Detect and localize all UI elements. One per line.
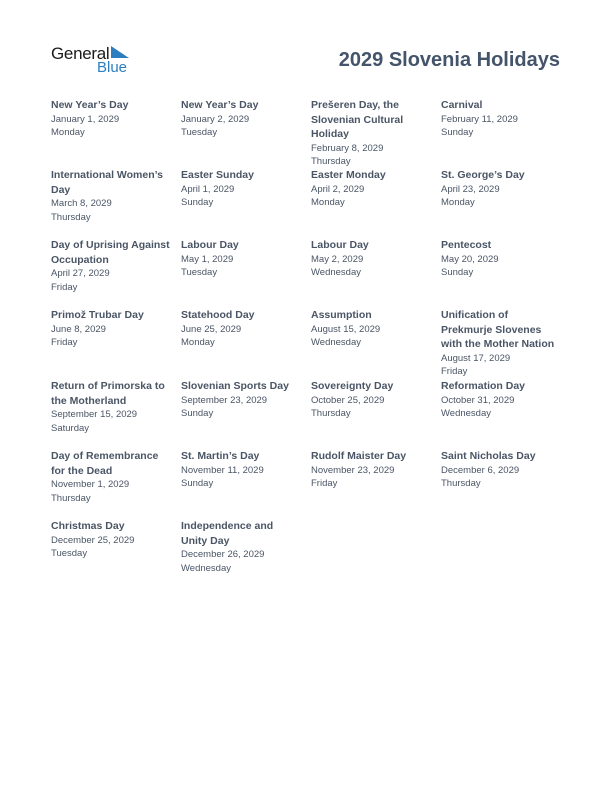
- holiday-item: [311, 98, 431, 169]
- holiday-weekday: Thursday: [311, 408, 351, 420]
- holiday-name: St. Martin’s Day: [181, 450, 260, 462]
- holiday-date: April 27, 2029: [51, 268, 110, 279]
- holiday-date: November 23, 2029: [311, 464, 395, 476]
- holiday-date: November 11, 2029: [181, 464, 264, 476]
- holiday-item: [441, 308, 561, 379]
- holiday-weekday: Saturday: [51, 422, 90, 434]
- holiday-item: [311, 238, 431, 280]
- holiday-date: August 15, 2029: [311, 323, 381, 335]
- holiday-name: Easter Monday: [311, 169, 386, 181]
- holiday-weekday: Tuesday: [181, 267, 218, 279]
- holiday-item: [51, 98, 171, 140]
- holiday-name: Slovenian Sports Day: [181, 380, 289, 392]
- holiday-weekday: Friday: [51, 337, 78, 349]
- holiday-item: [181, 308, 301, 350]
- holiday-item: [51, 308, 171, 350]
- holiday-weekday: Sunday: [441, 267, 474, 279]
- holiday-name: Labour Day: [181, 239, 239, 251]
- holiday-date: April 23, 2029: [441, 183, 500, 195]
- holiday-date: May 20, 2029: [441, 253, 499, 265]
- holiday-weekday: Wednesday: [311, 267, 361, 279]
- holiday-item: [181, 379, 301, 421]
- holiday-name: Assumption: [311, 309, 372, 321]
- holiday-date: August 17, 2029: [441, 352, 511, 364]
- holiday-date: February 11, 2029: [441, 113, 518, 125]
- holiday-name: Easter Sunday: [181, 169, 254, 181]
- holiday-name: Saint Nicholas Day: [441, 450, 536, 462]
- logo-flag-icon: [111, 46, 129, 58]
- holiday-date: May 2, 2029: [311, 253, 364, 265]
- logo-general-text: General: [51, 44, 110, 63]
- holiday-date: June 25, 2029: [181, 323, 242, 335]
- holiday-date: January 1, 2029: [51, 113, 120, 125]
- holiday-weekday: Sunday: [181, 408, 214, 420]
- holiday-weekday: Sunday: [181, 197, 214, 209]
- holiday-name: Carnival: [441, 99, 483, 111]
- holiday-date: February 8, 2029: [311, 142, 384, 154]
- holiday-item: [441, 168, 561, 210]
- holiday-weekday: Sunday: [441, 127, 474, 139]
- holiday-weekday: Wednesday: [311, 337, 361, 349]
- holiday-weekday: Monday: [311, 197, 345, 209]
- holiday-item: [181, 449, 301, 491]
- holiday-weekday: Monday: [181, 337, 215, 349]
- holiday-weekday: Sunday: [181, 478, 214, 490]
- holiday-item: [441, 98, 561, 140]
- holiday-date: December 6, 2029: [441, 464, 520, 476]
- holiday-item: [51, 449, 171, 506]
- holiday-date: April 2, 2029: [311, 183, 365, 195]
- holiday-name: Unification of Prekmurje Slovenes with the Mother Nation: [441, 309, 555, 350]
- holiday-name: International Women’s Day: [51, 169, 164, 196]
- holiday-item: [181, 519, 301, 576]
- holiday-item: [51, 379, 171, 436]
- holiday-name: New Year’s Day: [51, 99, 129, 111]
- holiday-item: [51, 519, 171, 561]
- holiday-item: [181, 238, 301, 280]
- logo-blue-text: Blue: [97, 59, 128, 76]
- holiday-weekday: Thursday: [51, 211, 91, 223]
- holiday-weekday: Thursday: [441, 478, 481, 490]
- holiday-name: Day of Remembrance for the Dead: [51, 450, 159, 477]
- holiday-date: December 25, 2029: [51, 534, 135, 546]
- holiday-item: [181, 98, 301, 140]
- holiday-name: Prešeren Day, the Slovenian Cultural Holiday: [311, 99, 404, 140]
- holiday-item: [441, 238, 561, 280]
- holiday-date: May 1, 2029: [181, 253, 234, 265]
- holiday-item: [311, 379, 431, 421]
- holiday-date: September 15, 2029: [51, 409, 138, 420]
- holiday-weekday: Friday: [51, 281, 78, 293]
- holiday-date: November 1, 2029: [51, 479, 130, 490]
- holiday-weekday: Wednesday: [181, 562, 231, 574]
- holiday-weekday: Thursday: [311, 156, 351, 168]
- holiday-weekday: Wednesday: [441, 408, 491, 420]
- holiday-name: St. George’s Day: [441, 169, 525, 181]
- holiday-date: October 31, 2029: [441, 394, 515, 406]
- holiday-name: Sovereignty Day: [311, 380, 394, 392]
- holiday-name: New Year’s Day: [181, 99, 259, 111]
- holiday-name: Independence and Unity Day: [181, 520, 274, 547]
- holiday-date: September 23, 2029: [181, 394, 268, 406]
- holiday-weekday: Tuesday: [51, 548, 88, 560]
- holiday-item: [51, 238, 171, 295]
- holiday-weekday: Monday: [51, 127, 85, 139]
- holiday-name: Labour Day: [311, 239, 369, 251]
- holiday-weekday: Thursday: [51, 492, 91, 504]
- holiday-name: Christmas Day: [51, 520, 125, 532]
- holiday-date: December 26, 2029: [181, 549, 265, 560]
- holiday-weekday: Friday: [311, 478, 338, 490]
- holiday-name: Return of Primorska to the Motherland: [51, 380, 165, 407]
- holiday-weekday: Monday: [441, 197, 475, 209]
- holiday-date: March 8, 2029: [51, 198, 112, 209]
- holiday-name: Rudolf Maister Day: [311, 450, 407, 462]
- holiday-name: Statehood Day: [181, 309, 255, 321]
- holiday-item: [441, 449, 561, 491]
- holiday-item: [311, 449, 431, 491]
- holiday-weekday: Tuesday: [181, 127, 218, 139]
- holiday-date: June 8, 2029: [51, 323, 106, 335]
- holiday-name: Pentecost: [441, 239, 492, 251]
- holiday-name: Primož Trubar Day: [51, 309, 144, 321]
- holiday-item: [311, 308, 431, 350]
- holiday-weekday: Friday: [441, 366, 468, 378]
- holiday-date: October 25, 2029: [311, 394, 385, 406]
- holiday-item: [51, 168, 171, 225]
- holiday-item: [311, 168, 431, 210]
- page-title: 2029 Slovenia Holidays: [338, 49, 560, 71]
- holiday-item: [441, 379, 561, 421]
- holiday-name: Reformation Day: [441, 380, 526, 392]
- holiday-name: Day of Uprising Against Occupation: [51, 239, 170, 266]
- holiday-item: [181, 168, 301, 210]
- holiday-date: April 1, 2029: [181, 183, 235, 195]
- logo: [51, 44, 141, 78]
- holiday-date: January 2, 2029: [181, 113, 250, 125]
